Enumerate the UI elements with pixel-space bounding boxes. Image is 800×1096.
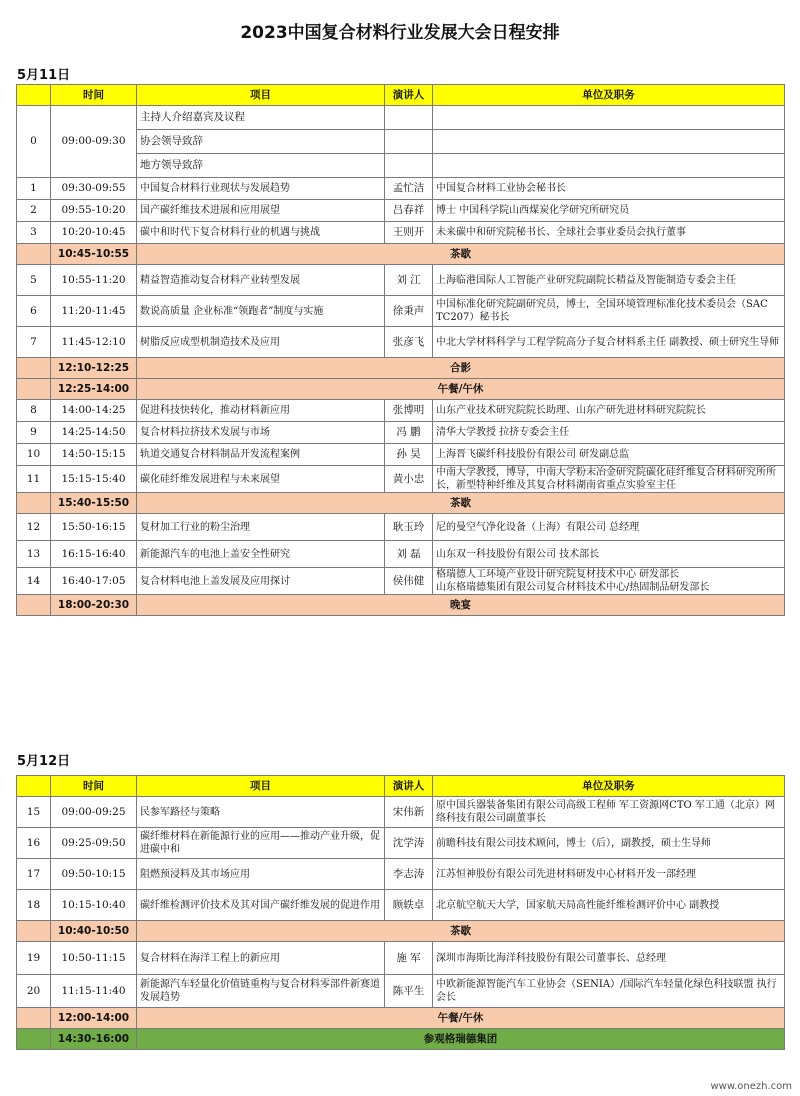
header-row	[17, 85, 785, 106]
break-row	[17, 244, 785, 265]
row-no: 12	[17, 514, 51, 541]
row-time: 09:30-09:55	[51, 178, 137, 200]
break-label: 茶歇	[137, 921, 785, 942]
row-topic: 新能源汽车的电池上盖安全性研究	[137, 541, 385, 568]
row-topic: 中国复合材料行业现状与发展趋势	[137, 178, 385, 200]
session-group	[17, 400, 785, 493]
row-speaker: 冯 鹏	[385, 422, 433, 444]
break-time: 15:40-15:50	[51, 493, 137, 514]
row-org: 江苏恒神股份有限公司先进材料研发中心材料开发一部经理	[433, 859, 785, 890]
day2-schedule-table	[16, 775, 785, 1050]
row-time: 09:00-09:30	[51, 106, 137, 178]
row-speaker: 耿玉玲	[385, 514, 433, 541]
row-org: 深圳市海斯比海洋科技股份有限公司董事长、总经理	[433, 942, 785, 975]
row-org: 博士 中国科学院山西煤炭化学研究所研究员	[433, 200, 785, 222]
break-label: 茶歇	[137, 493, 785, 514]
row-time: 10:55-11:20	[51, 265, 137, 296]
row-speaker: 顾轶卓	[385, 890, 433, 921]
row-no: 8	[17, 400, 51, 422]
session-row	[17, 568, 785, 595]
row-time: 10:50-11:15	[51, 942, 137, 975]
session-group	[17, 178, 785, 244]
header-topic: 项目	[137, 776, 385, 797]
row-org: 中北大学材料科学与工程学院高分子复合材料系主任 副教授、硕士研究生导师	[433, 327, 785, 358]
row-org: 尼的曼空气净化设备（上海）有限公司 总经理	[433, 514, 785, 541]
dinner-no	[17, 595, 51, 616]
row-no: 14	[17, 568, 51, 595]
row-speaker: 施 军	[385, 942, 433, 975]
photo-row	[17, 358, 785, 379]
session-row	[17, 222, 785, 244]
row-topic: 碳化硅纤维发展进程与未来展望	[137, 466, 385, 493]
row-no: 6	[17, 296, 51, 327]
session-row	[17, 890, 785, 921]
header-org: 单位及职务	[433, 85, 785, 106]
header-speaker: 演讲人	[385, 85, 433, 106]
session-group	[17, 797, 785, 921]
dinner-time: 18:00-20:30	[51, 595, 137, 616]
row-speaker: 侯伟健	[385, 568, 433, 595]
header-no	[17, 776, 51, 797]
break-time: 10:45-10:55	[51, 244, 137, 265]
lunch-no	[17, 379, 51, 400]
row-time: 11:20-11:45	[51, 296, 137, 327]
row-org	[433, 154, 785, 178]
lunch-time: 12:25-14:00	[51, 379, 137, 400]
row-speaker: 黄小忠	[385, 466, 433, 493]
session-row	[17, 400, 785, 422]
photo-label: 合影	[137, 358, 785, 379]
row-speaker: 刘 磊	[385, 541, 433, 568]
row-no: 0	[17, 106, 51, 178]
row-speaker: 宋伟新	[385, 797, 433, 828]
row-speaker	[385, 154, 433, 178]
row-org: 未来碳中和研究院秘书长、全球社会事业委员会执行董事	[433, 222, 785, 244]
row-no: 16	[17, 828, 51, 859]
row-org: 山东产业技术研究院院长助理、山东产研先进材料研究院院长	[433, 400, 785, 422]
photo-time: 12:10-12:25	[51, 358, 137, 379]
row-no: 2	[17, 200, 51, 222]
row-org: 上海临港国际人工智能产业研究院副院长精益及智能制造专委会主任	[433, 265, 785, 296]
row-org	[433, 130, 785, 154]
row-topic: 新能源汽车轻量化价值链重构与复合材料零部件新赛道发展趋势	[137, 975, 385, 1008]
row-time: 16:15-16:40	[51, 541, 137, 568]
row-topic: 碳纤维材料在新能源行业的应用——推动产业升级，促进碳中和	[137, 828, 385, 859]
row-topic: 阻燃预浸料及其市场应用	[137, 859, 385, 890]
row-topic: 复合材料在海洋工程上的新应用	[137, 942, 385, 975]
row-no: 11	[17, 466, 51, 493]
break-time: 10:40-10:50	[51, 921, 137, 942]
header-org: 单位及职务	[433, 776, 785, 797]
header-speaker: 演讲人	[385, 776, 433, 797]
row-time: 15:15-15:40	[51, 466, 137, 493]
row-time: 15:50-16:15	[51, 514, 137, 541]
row-topic: 精益智造推动复合材料产业转型发展	[137, 265, 385, 296]
row-org: 中欧新能源智能汽车工业协会（SENIA）/国际汽车轻量化绿色科技联盟 执行会长	[433, 975, 785, 1008]
row-no: 10	[17, 444, 51, 466]
row-no: 13	[17, 541, 51, 568]
lunch-label: 午餐/午休	[137, 1008, 785, 1029]
row-no: 9	[17, 422, 51, 444]
row-org: 前瞻科技有限公司技术顾问，博士（后），副教授，硕士生导师	[433, 828, 785, 859]
row-time: 09:50-10:15	[51, 859, 137, 890]
row-time: 14:50-15:15	[51, 444, 137, 466]
row-time: 10:20-10:45	[51, 222, 137, 244]
row-speaker: 张彦飞	[385, 327, 433, 358]
row-time: 14:00-14:25	[51, 400, 137, 422]
dinner-label: 晚宴	[137, 595, 785, 616]
break-no	[17, 244, 51, 265]
row-topic: 复合材料电池上盖发展及应用探讨	[137, 568, 385, 595]
session-group	[17, 514, 785, 595]
session-row	[17, 178, 785, 200]
row-time: 09:00-09:25	[51, 797, 137, 828]
lunch-no	[17, 1008, 51, 1029]
row-no: 18	[17, 890, 51, 921]
session-row	[17, 265, 785, 296]
row-time: 11:45-12:10	[51, 327, 137, 358]
row-org: 原中国兵器装备集团有限公司高级工程师 军工资源网CTO 军工通（北京）网络科技有限公司副董事长	[433, 797, 785, 828]
row-topic: 协会领导致辞	[137, 130, 385, 154]
lunch-row	[17, 1008, 785, 1029]
row-topic: 复材加工行业的粉尘治理	[137, 514, 385, 541]
day1-schedule-table	[16, 84, 785, 616]
row-speaker: 李志涛	[385, 859, 433, 890]
visit-label: 参观格瑞德集团	[137, 1029, 785, 1050]
row-org: 中南大学教授，博导，中南大学粉末冶金研究院碳化硅纤维复合材料研究所所长，新型特种纤维及其复合材料湖南省重点实验室主任	[433, 466, 785, 493]
session-row	[17, 327, 785, 358]
row-topic: 主持人介绍嘉宾及议程	[137, 106, 385, 130]
break-no	[17, 493, 51, 514]
row-org: 北京航空航天大学，国家航天局高性能纤维检测评价中心 副教授	[433, 890, 785, 921]
break-label: 茶歇	[137, 244, 785, 265]
row-org: 中国标准化研究院副研究员，博士，全国环境管理标准化技术委员会（SAC TC207）秘书长	[433, 296, 785, 327]
session-row	[17, 541, 785, 568]
lunch-row	[17, 379, 785, 400]
row-speaker: 孟忙洁	[385, 178, 433, 200]
row-topic: 轨道交通复合材料制品开发流程案例	[137, 444, 385, 466]
row-no: 1	[17, 178, 51, 200]
session-row	[17, 422, 785, 444]
row-no: 17	[17, 859, 51, 890]
break-row	[17, 921, 785, 942]
session-group	[17, 265, 785, 358]
row-speaker: 沈学涛	[385, 828, 433, 859]
row-no: 5	[17, 265, 51, 296]
row-org: 上海晋飞碳纤科技股份有限公司 研发副总监	[433, 444, 785, 466]
row-speaker: 陈平生	[385, 975, 433, 1008]
page-title: 2023中国复合材料行业发展大会日程安排	[240, 23, 560, 43]
row-time: 16:40-17:05	[51, 568, 137, 595]
visit-time: 14:30-16:00	[51, 1029, 137, 1050]
row-topic: 国产碳纤维技术进展和应用展望	[137, 200, 385, 222]
row-topic: 数说高质量 企业标准“领跑者”制度与实施	[137, 296, 385, 327]
row-time: 14:25-14:50	[51, 422, 137, 444]
row-no: 7	[17, 327, 51, 358]
row-org: 清华大学教授 拉挤专委会主任	[433, 422, 785, 444]
break-no	[17, 921, 51, 942]
session-row	[17, 859, 785, 890]
row-time: 10:15-10:40	[51, 890, 137, 921]
session-row	[17, 466, 785, 493]
row-speaker	[385, 106, 433, 130]
row-speaker: 吕春祥	[385, 200, 433, 222]
row-topic: 树脂反应成型机制造技术及应用	[137, 327, 385, 358]
row-org: 格瑞德人工环境产业设计研究院复材技术中心 研发部长 山东格瑞德集团有限公司复合材料技术中心/热固制品研发部长	[433, 568, 785, 595]
row-time: 09:55-10:20	[51, 200, 137, 222]
header-topic: 项目	[137, 85, 385, 106]
session-row	[17, 514, 785, 541]
row-speaker: 王则开	[385, 222, 433, 244]
session-row	[17, 296, 785, 327]
session-row	[17, 444, 785, 466]
row-time: 11:15-11:40	[51, 975, 137, 1008]
row-no: 3	[17, 222, 51, 244]
row-org	[433, 106, 785, 130]
visit-no	[17, 1029, 51, 1050]
visit-row	[17, 1029, 785, 1050]
session-row	[17, 797, 785, 828]
row-org: 山东双一科技股份有限公司 技术部长	[433, 541, 785, 568]
row-topic: 地方领导致辞	[137, 154, 385, 178]
dinner-row	[17, 595, 785, 616]
row-topic: 碳中和时代下复合材料行业的机遇与挑战	[137, 222, 385, 244]
break-row	[17, 493, 785, 514]
day1-date: 5月11日	[17, 68, 71, 83]
session-group	[17, 942, 785, 1008]
lunch-label: 午餐/午休	[137, 379, 785, 400]
header-row	[17, 776, 785, 797]
day2-date: 5月12日	[17, 754, 71, 769]
watermark: www.onezh.com	[710, 1081, 792, 1092]
row-speaker: 刘 江	[385, 265, 433, 296]
row-no: 19	[17, 942, 51, 975]
opening-row	[17, 106, 785, 130]
lunch-time: 12:00-14:00	[51, 1008, 137, 1029]
row-topic: 复合材料拉挤技术发展与市场	[137, 422, 385, 444]
row-topic: 促进科技快转化，推动材料新应用	[137, 400, 385, 422]
row-time: 09:25-09:50	[51, 828, 137, 859]
session-row	[17, 975, 785, 1008]
row-speaker: 徐秉声	[385, 296, 433, 327]
row-no: 20	[17, 975, 51, 1008]
photo-no	[17, 358, 51, 379]
header-time: 时间	[51, 776, 137, 797]
row-org: 中国复合材料工业协会秘书长	[433, 178, 785, 200]
row-speaker	[385, 130, 433, 154]
session-row	[17, 828, 785, 859]
row-speaker: 孙 昊	[385, 444, 433, 466]
row-speaker: 张博明	[385, 400, 433, 422]
session-row	[17, 200, 785, 222]
header-time: 时间	[51, 85, 137, 106]
row-no: 15	[17, 797, 51, 828]
row-topic: 碳纤维检测评价技术及其对国产碳纤维发展的促进作用	[137, 890, 385, 921]
session-row	[17, 942, 785, 975]
header-no	[17, 85, 51, 106]
row-topic: 民参军路径与策略	[137, 797, 385, 828]
